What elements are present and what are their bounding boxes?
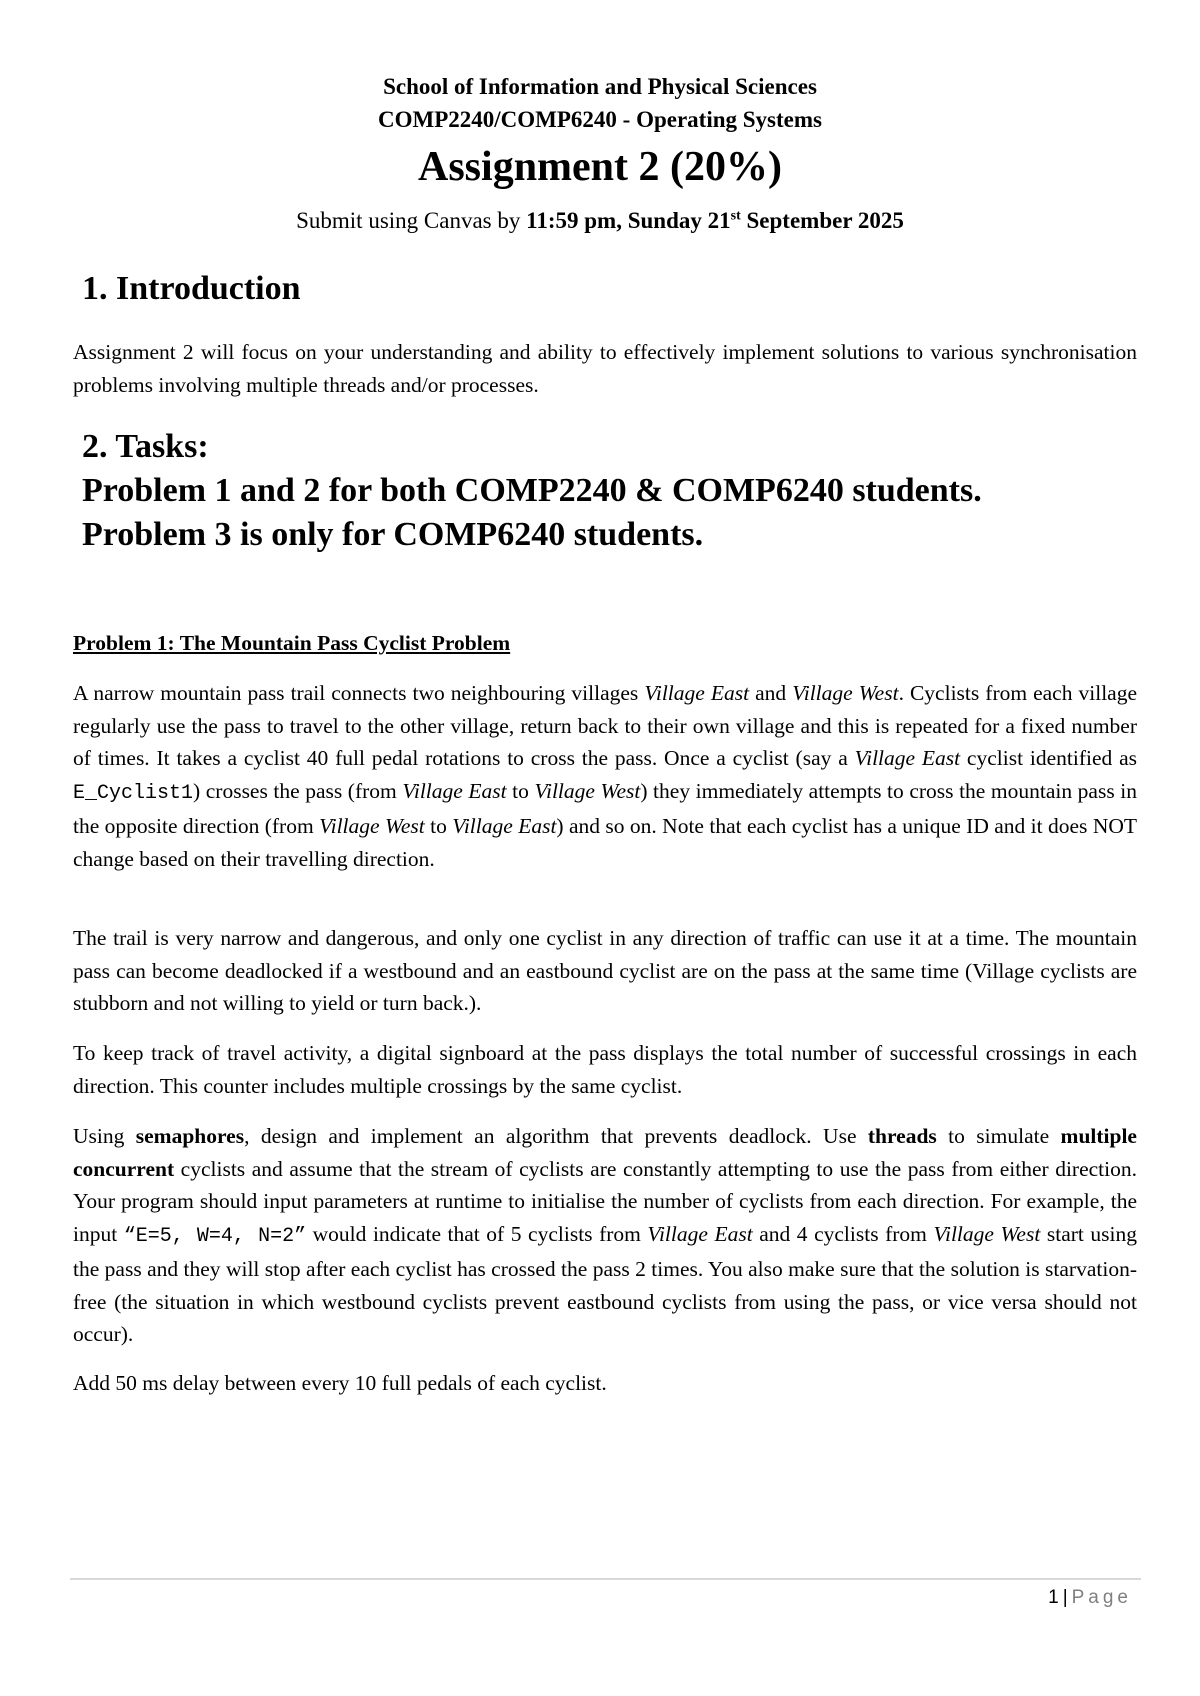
italic-run: Village East (644, 681, 750, 705)
italic-run: Village West (933, 1221, 1041, 1246)
text-run: ) they immediately attempts to cross the mountain pass in the opposite direction (from (73, 778, 1137, 838)
assignment-title: Assignment 2 (20%) (418, 144, 782, 190)
page-label: Page (1071, 1587, 1132, 1608)
problem1-paragraph-4 (73, 1120, 1137, 1351)
text-run: Using (73, 1124, 136, 1148)
tasks-heading-line1: 2. Tasks: (82, 428, 209, 465)
page-number: 1 (1048, 1587, 1059, 1608)
problem1-heading: Problem 1: The Mountain Pass Cyclist Problem (73, 631, 511, 655)
course-title: COMP2240/COMP6240 - Operating Systems (378, 107, 822, 132)
italic-run: Village East (452, 814, 557, 838)
page-footer (1048, 1587, 1132, 1609)
introduction-heading: 1. Introduction (82, 270, 301, 307)
code-run: “E=5, W=4, N=2” (123, 1224, 307, 1248)
problem1-paragraph-2: The trail is very narrow and dangerous, and only one cyclist in any direction of traffic can use it at a time. The mountain pass can become deadlocked if a westbound and an eastbound cyclist are on the pass at the same time (Village cyclists are stubborn and not willing to yield or turn back.). (73, 926, 1137, 1015)
text-run: A narrow mountain pass trail connects two neighbouring villages (73, 681, 645, 705)
text-run: , design and implement an algorithm that prevents deadlock. Use (244, 1124, 868, 1148)
text-run: and (749, 681, 793, 705)
text-run: ) and so on. Note that each cyclist has a unique ID and it does NOT change based on their travelling direction. (73, 814, 1137, 871)
submit-deadline: 11:59 pm, Sunday 21 (526, 208, 731, 233)
school-name: School of Information and Physical Sciences (383, 74, 817, 99)
footer-separator: | (1062, 1587, 1068, 1608)
submit-suffix: September 2025 (740, 208, 904, 233)
submission-deadline (0, 208, 1200, 234)
italic-run: Village East (402, 778, 507, 803)
problem1-paragraph-3: To keep track of travel activity, a digital signboard at the pass displays the total number of successful crossings in each direction. This counter includes multiple crossings by the same cyclist. (73, 1041, 1137, 1098)
footer-divider (70, 1578, 1141, 1580)
text-run: to (506, 778, 535, 803)
bold-run: semaphores (135, 1124, 245, 1148)
submit-prefix: Submit using Canvas by (296, 208, 527, 233)
text-run: cyclist identified as (960, 746, 1137, 770)
problem1-paragraph-5: Add 50 ms delay between every 10 full pedals of each cyclist. (73, 1371, 607, 1395)
italic-run: Village West (319, 814, 425, 838)
tasks-heading-line2: Problem 1 and 2 for both COMP2240 & COMP6240 students. (82, 472, 982, 509)
code-run: E_Cyclist1 (73, 781, 194, 805)
introduction-text: Assignment 2 will focus on your understanding and ability to effectively implement solutions to various synchronisation problems involving multiple threads and/or processes. (73, 340, 1137, 397)
text-run: start using the pass and they will stop after each cyclist has crossed the pass 2 times. You also make sure that the solution is starvation-free (the situation in which westbound cyclists prevent eastbound cyclists from using the pass, or vice versa should not occur). (73, 1221, 1137, 1346)
bold-run: threads (867, 1124, 937, 1148)
submit-ordinal: st (730, 208, 741, 224)
text-run: and 4 cyclists from (752, 1221, 934, 1246)
text-run: ) crosses the pass (from (193, 778, 403, 803)
text-run: cyclists and assume that the stream of cyclists are constantly attempting to use the pass from either direction. Your program should input parameters at runtime to initialise the number of cyclists from each direction. For example, the input (73, 1156, 1137, 1246)
text-run: to simulate (936, 1124, 1061, 1148)
bold-run: multiple concurrent (73, 1124, 1137, 1181)
italic-run: Village West (534, 778, 641, 803)
tasks-heading-line3: Problem 3 is only for COMP6240 students. (82, 516, 704, 553)
problem1-paragraph-1 (73, 677, 1137, 875)
italic-run: Village West (792, 681, 899, 705)
text-run: to (424, 814, 453, 838)
text-run: would indicate that of 5 cyclists from (306, 1221, 648, 1246)
text-run: . Cyclists from each village regularly use the pass to travel to the other village, return back to their own village and this is repeated for a fixed number of times. It takes a cyclist 40 full pedal rotations to cross the pass. Once a cyclist (say a (73, 681, 1138, 770)
italic-run: Village East (854, 746, 961, 770)
italic-run: Village East (647, 1221, 753, 1246)
tasks-heading (82, 425, 982, 557)
